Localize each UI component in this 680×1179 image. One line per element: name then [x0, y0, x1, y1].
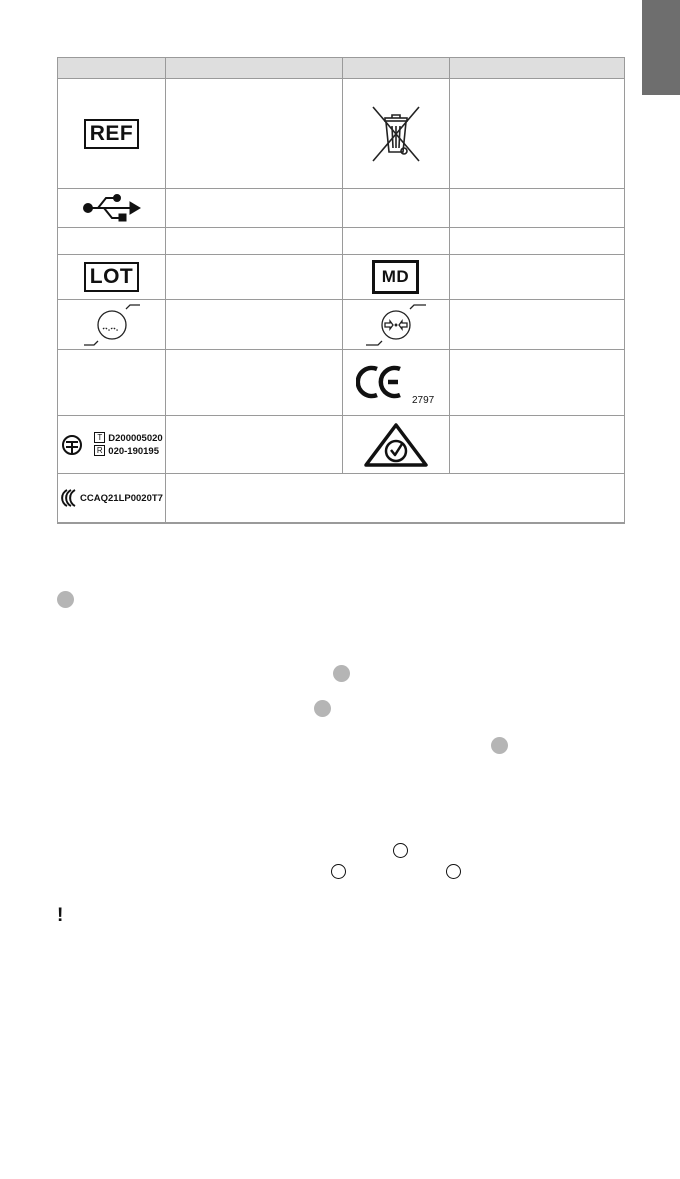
warning-mark: ! — [57, 905, 64, 926]
usb-icon — [82, 193, 142, 223]
table-row — [58, 255, 624, 300]
ref-symbol: REF — [84, 119, 140, 149]
table-row — [58, 228, 624, 255]
rcm-icon — [362, 422, 430, 468]
md-symbol: MD — [372, 260, 419, 294]
ce-number: 2797 — [411, 394, 434, 405]
callout-dot — [57, 591, 74, 608]
table-header-row — [58, 58, 624, 79]
table-row — [58, 350, 624, 416]
humidity-limit-icon — [82, 303, 142, 347]
jp-r-code: 020-190195 — [108, 445, 159, 457]
table-vline — [342, 58, 343, 416]
usb-cell — [58, 189, 165, 227]
callout-ring — [446, 864, 461, 879]
table-row — [58, 300, 624, 350]
ncc-icon — [60, 487, 78, 509]
ref-cell — [58, 79, 165, 188]
table-row — [58, 474, 624, 523]
table-vline — [342, 416, 343, 474]
pressure-cell — [342, 300, 449, 349]
table-row — [58, 416, 624, 474]
japan-codes — [94, 432, 162, 458]
jp-r-label: R — [94, 445, 105, 456]
symbols-table — [57, 57, 625, 524]
table-row — [58, 79, 624, 189]
japan-cell — [58, 416, 165, 473]
humidity-cell — [58, 300, 165, 349]
callout-dot — [491, 737, 508, 754]
callout-dot — [333, 665, 350, 682]
callout-ring — [393, 843, 408, 858]
ncc-code: CCAQ21LP0020T7 — [80, 492, 163, 504]
japan-telec-icon — [60, 433, 84, 457]
callout-ring — [331, 864, 346, 879]
ce-cell — [342, 350, 449, 415]
jp-t-code: D200005020 — [108, 432, 163, 444]
lot-symbol: LOT — [84, 262, 140, 292]
pressure-limit-icon — [364, 303, 428, 347]
rcm-cell — [342, 416, 449, 473]
lot-cell — [58, 255, 165, 299]
table-row — [58, 189, 624, 228]
weee-bin-icon — [368, 104, 424, 164]
table-vline — [449, 58, 450, 474]
ce-mark — [356, 361, 436, 405]
ncc-cell — [58, 474, 165, 522]
section-tab-marker — [642, 0, 680, 95]
weee-cell — [342, 79, 449, 188]
callout-dot — [314, 700, 331, 717]
jp-t-label: T — [94, 432, 105, 443]
md-cell — [342, 255, 449, 299]
table-vline — [165, 58, 166, 523]
